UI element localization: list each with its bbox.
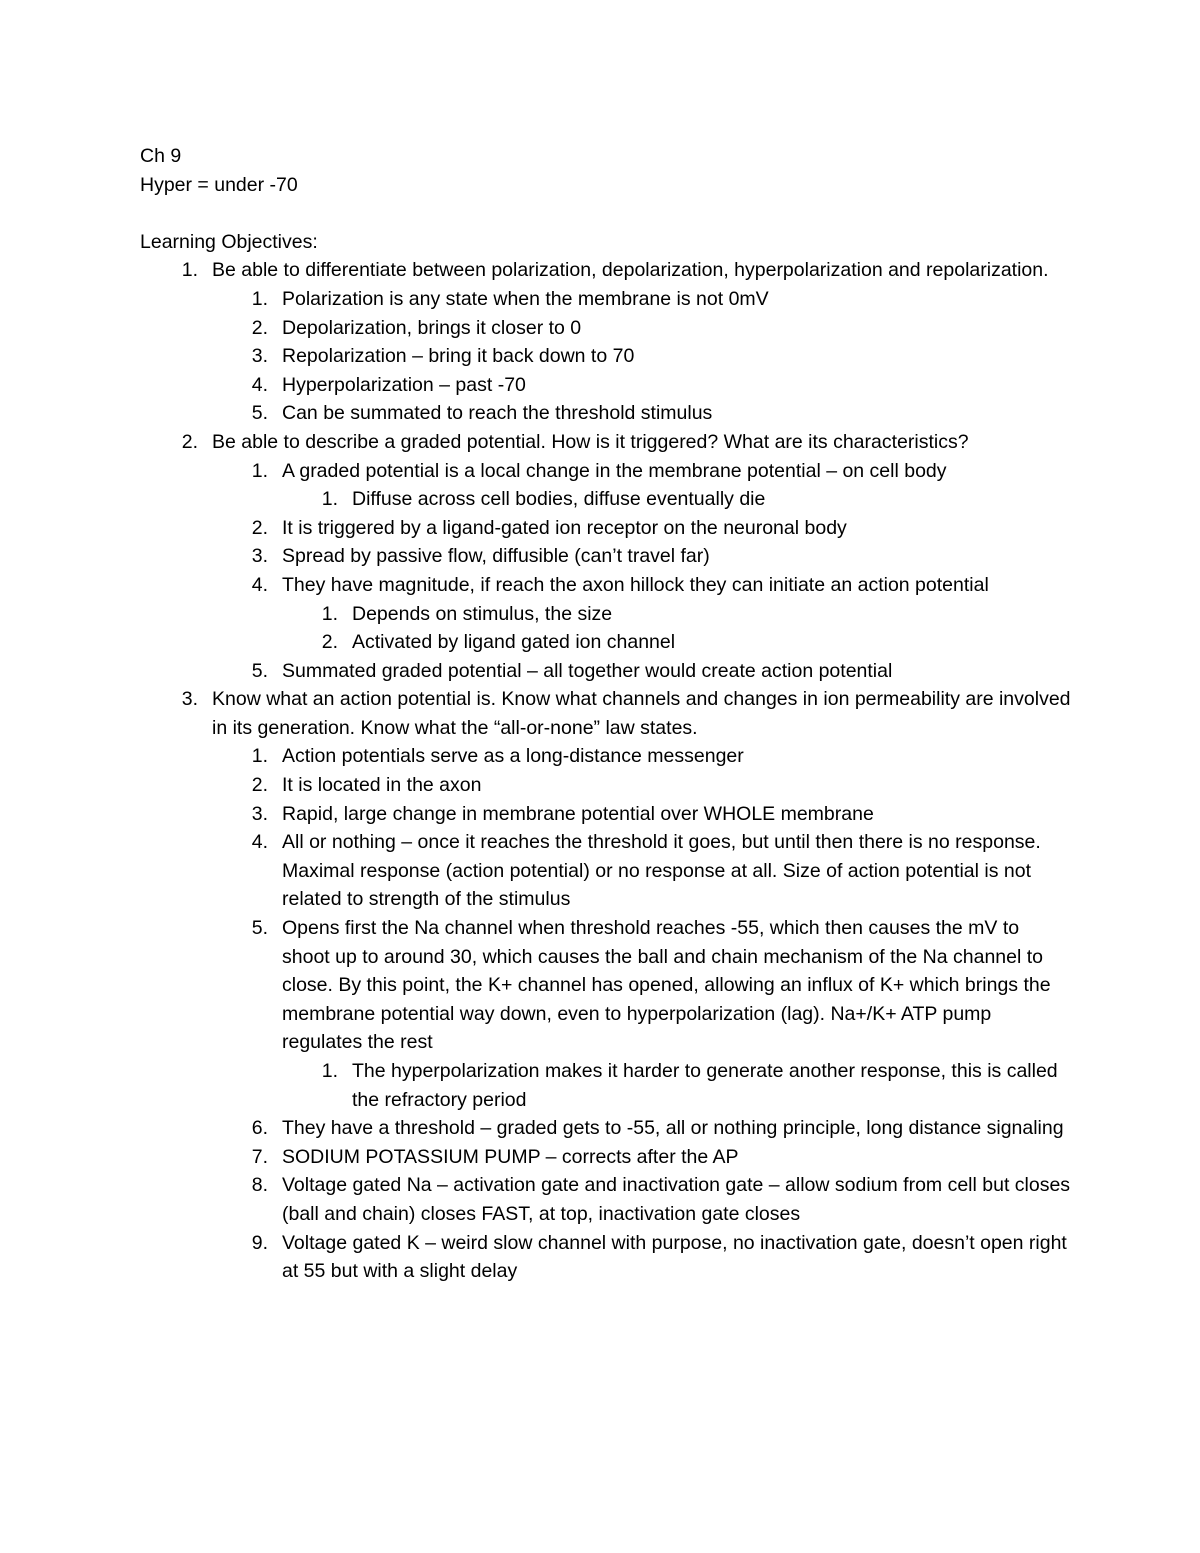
point-text: Action potentials serve as a long-distance messenger bbox=[282, 745, 744, 768]
point-text: Repolarization – bring it back down to 70 bbox=[282, 345, 635, 368]
section-heading: Learning Objectives: bbox=[140, 230, 318, 253]
point-number: 6. bbox=[251, 1117, 268, 1140]
point-number: 5. bbox=[251, 917, 268, 940]
point bbox=[140, 1114, 1080, 1143]
point-number: 1. bbox=[251, 459, 268, 482]
objective-1 bbox=[140, 256, 1080, 285]
sub-point-text: Activated by ligand gated ion channel bbox=[352, 631, 676, 654]
objective-number: 2. bbox=[181, 430, 198, 453]
point-number: 9. bbox=[251, 1231, 268, 1254]
point-text: They have a threshold – graded gets to -55, all or nothing principle, long distance signaling bbox=[282, 1117, 1064, 1140]
point-number: 4. bbox=[251, 831, 268, 854]
point bbox=[140, 371, 1080, 400]
blank-line bbox=[140, 199, 1080, 228]
point bbox=[140, 800, 1080, 829]
sub-point-number: 1. bbox=[321, 488, 338, 511]
point-text: Summated graded potential – all together would create action potential bbox=[282, 659, 893, 682]
point-number: 8. bbox=[251, 1174, 268, 1197]
document-page bbox=[140, 142, 1080, 1286]
objective-text: Be able to describe a graded potential. How is it triggered? What are its characteristics? bbox=[212, 430, 969, 453]
point bbox=[140, 828, 1080, 914]
objective-text: Be able to differentiate between polarization, depolarization, hyperpolarization and repolarization. bbox=[212, 259, 1049, 282]
objective-2 bbox=[140, 428, 1080, 457]
sub-point bbox=[140, 600, 1080, 629]
point bbox=[140, 1171, 1080, 1228]
point-text: All or nothing – once it reaches the threshold it goes, but until then there is no response. Maximal response (action potential) or no response at all. Size of action potential is not related to strength of the stimulus bbox=[282, 831, 1041, 911]
sub-point bbox=[140, 485, 1080, 514]
point-number: 3. bbox=[251, 802, 268, 825]
point-text: It is triggered by a ligand-gated ion receptor on the neuronal body bbox=[282, 516, 847, 539]
point-text: Rapid, large change in membrane potential over WHOLE membrane bbox=[282, 802, 874, 825]
chapter-title: Ch 9 bbox=[140, 145, 182, 167]
sub-point-text: Diffuse across cell bodies, diffuse eventually die bbox=[352, 488, 766, 511]
point bbox=[140, 914, 1080, 1057]
point bbox=[140, 1229, 1080, 1286]
point-text: Voltage gated Na – activation gate and inactivation gate – allow sodium from cell but closes (ball and chain) closes FAST, at top, inactivation gate closes bbox=[282, 1174, 1071, 1225]
point-number: 2. bbox=[251, 516, 268, 539]
sub-point-number: 2. bbox=[321, 631, 338, 654]
point-number: 4. bbox=[251, 373, 268, 396]
hyper-note: Hyper = under -70 bbox=[140, 173, 298, 196]
objective-text: Know what an action potential is. Know what channels and changes in ion permeability are involved in its generation. Know what the “all-or-none” law states. bbox=[212, 688, 1071, 739]
point-text: They have magnitude, if reach the axon hillock they can initiate an action potential bbox=[282, 573, 989, 596]
point-text: Depolarization, brings it closer to 0 bbox=[282, 316, 582, 339]
point-text: Can be summated to reach the threshold stimulus bbox=[282, 402, 713, 425]
objective-number: 1. bbox=[181, 259, 198, 282]
point-number: 7. bbox=[251, 1145, 268, 1168]
sub-point-text: Depends on stimulus, the size bbox=[352, 602, 613, 625]
point bbox=[140, 342, 1080, 371]
point bbox=[140, 285, 1080, 314]
point-text: Polarization is any state when the membrane is not 0mV bbox=[282, 287, 769, 310]
point-number: 1. bbox=[251, 287, 268, 310]
objective-3 bbox=[140, 685, 1080, 742]
point-number: 3. bbox=[251, 545, 268, 568]
point-text: Hyperpolarization – past -70 bbox=[282, 373, 526, 396]
point bbox=[140, 314, 1080, 343]
sub-point bbox=[140, 1057, 1080, 1114]
point-number: 1. bbox=[251, 745, 268, 768]
point bbox=[140, 457, 1080, 486]
sub-point-number: 1. bbox=[321, 1060, 338, 1082]
point-number: 4. bbox=[251, 573, 268, 596]
sub-point bbox=[140, 628, 1080, 657]
point-text: It is located in the axon bbox=[282, 774, 482, 797]
point-text: Spread by passive flow, diffusible (can’t travel far) bbox=[282, 545, 710, 568]
point bbox=[140, 1143, 1080, 1172]
point-text: Opens first the Na channel when threshold reaches -55, which then causes the mV to shoot up to around 30, which causes the ball and chain mechanism of the Na channel to close. By this point, the K+ channel has opened, allowing an influx of K+ which brings the membrane potential way down, even to hyperpolarization (lag). Na+/K+ ATP pump regulates the rest bbox=[282, 917, 1051, 1054]
point bbox=[140, 571, 1080, 600]
objective-number: 3. bbox=[181, 688, 198, 711]
point bbox=[140, 771, 1080, 800]
sub-point-number: 1. bbox=[321, 602, 338, 625]
point-text: A graded potential is a local change in the membrane potential – on cell body bbox=[282, 459, 947, 482]
point bbox=[140, 514, 1080, 543]
point-number: 5. bbox=[251, 659, 268, 682]
point-number: 5. bbox=[251, 402, 268, 425]
point-number: 3. bbox=[251, 345, 268, 368]
point bbox=[140, 399, 1080, 428]
point-text: Voltage gated K – weird slow channel with purpose, no inactivation gate, doesn’t open right at 55 but with a slight delay bbox=[282, 1231, 1067, 1283]
point bbox=[140, 742, 1080, 771]
sub-point-text: The hyperpolarization makes it harder to generate another response, this is called the refractory period bbox=[352, 1060, 1058, 1111]
point-text: SODIUM POTASSIUM PUMP – corrects after the AP bbox=[282, 1145, 739, 1168]
point-number: 2. bbox=[251, 316, 268, 339]
point bbox=[140, 542, 1080, 571]
point bbox=[140, 657, 1080, 686]
point-number: 2. bbox=[251, 774, 268, 797]
